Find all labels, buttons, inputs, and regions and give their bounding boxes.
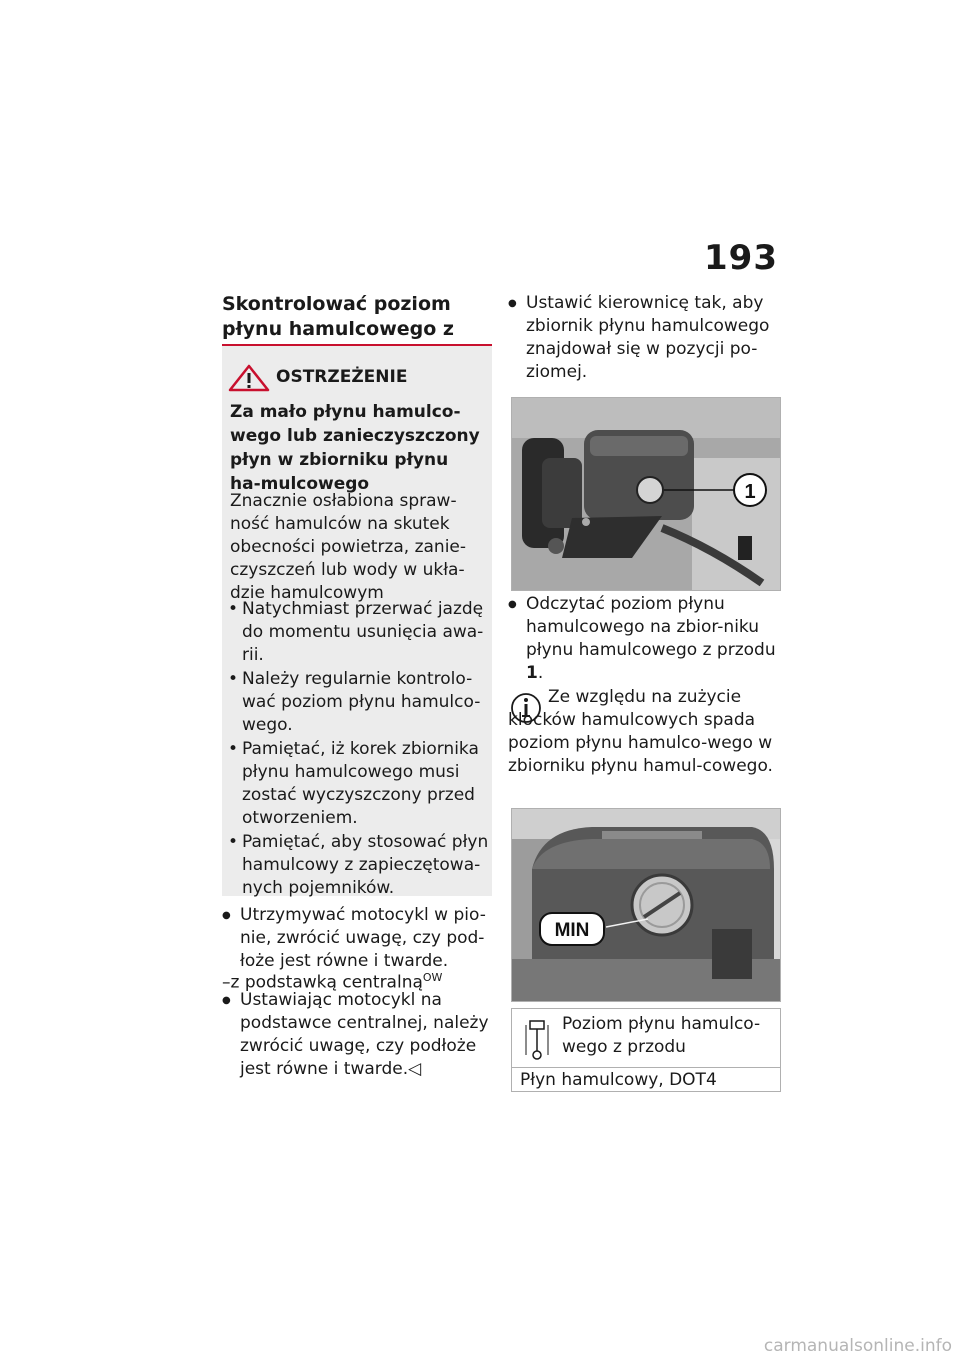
condition-text: –z podstawką centralną [222, 972, 423, 993]
warning-text: Znacznie osłabiona spraw-ność hamulców na skutek obecności powietrza, zanie-czyszczeń lub wody w ukła-dzie hamulcowym [230, 491, 467, 603]
spec-value: Płyn hamulcowy, DOT4 [520, 1070, 717, 1090]
warning-list [226, 598, 490, 901]
list-item: • Natychmiast przerwać jazdę do momentu usunięcia awa-rii. [226, 598, 490, 667]
figure-reservoir-callout [511, 397, 781, 591]
step-list-right-1 [508, 292, 780, 384]
step-period: . [537, 663, 544, 683]
step-list-right-2 [508, 593, 780, 685]
page-number: 193 [704, 238, 778, 278]
end-mark: ◁ [408, 1059, 422, 1079]
step-keep-upright: ● Utrzymywać motocykl w pio-nie, zwrócić uwagę, czy pod-łoże jest równe i twarde. [222, 904, 494, 973]
spec-label: Poziom płynu hamulco-wego z przodu [562, 1014, 761, 1057]
warning-header [228, 364, 488, 392]
info-note: Ze względu na zużycie klocków hamulcowych spada poziom płynu hamulco-wego w zbiorniku płynu hamul-cowego. [508, 687, 773, 776]
warning-icon [228, 364, 270, 392]
list-item: • Pamiętać, iż korek zbiornika płynu hamulcowego musi zostać wyczyszczony przed otworzeniem. [226, 738, 490, 830]
condition-superscript: OW [422, 971, 443, 984]
spec-table [511, 1008, 781, 1092]
step-center-stand [222, 989, 494, 1081]
min-marking-photo [512, 809, 780, 1001]
min-marker-label: MIN [554, 920, 590, 941]
step-reference: 1 [526, 663, 538, 683]
step-list-left-2 [222, 989, 494, 1081]
section-title: Skontrolować poziom płynu hamulcowego z [222, 293, 454, 340]
list-item: • Należy regularnie kontrolo-wać poziom płynu hamulco-wego. [226, 668, 490, 737]
list-item: • Pamiętać, aby stosować płyn hamulcowy z zapieczętowa-nych pojemników. [226, 831, 490, 900]
step-text: Ustawiając motocykl na podstawce centralnej, należy zwrócić uwagę, czy podłoże jest równe i twarde. [240, 990, 489, 1079]
step-handlebar: ● Ustawić kierownicę tak, aby zbiornik płynu hamulcowego znajdował się w pozycji po-ziomej. [508, 292, 780, 384]
step-list-left-1 [222, 904, 494, 973]
warning-title: Za mało płynu hamulco-wego lub zanieczyszczony płyn w zbiorniku płynu ha-mulcowego [230, 402, 480, 494]
watermark: carmanualsonline.info [763, 1336, 952, 1356]
figure-min-marking [511, 808, 781, 1002]
reservoir-photo [512, 398, 780, 590]
warning-label: OSTRZEŻENIE [276, 367, 408, 387]
spec-divider [512, 1067, 780, 1068]
step-read-level [508, 593, 780, 685]
fluid-level-icon [520, 1017, 554, 1061]
callout-number: 1 [744, 481, 756, 503]
step-text: Odczytać poziom płynu hamulcowego na zbior-niku płynu hamulcowego z przodu [526, 594, 776, 660]
